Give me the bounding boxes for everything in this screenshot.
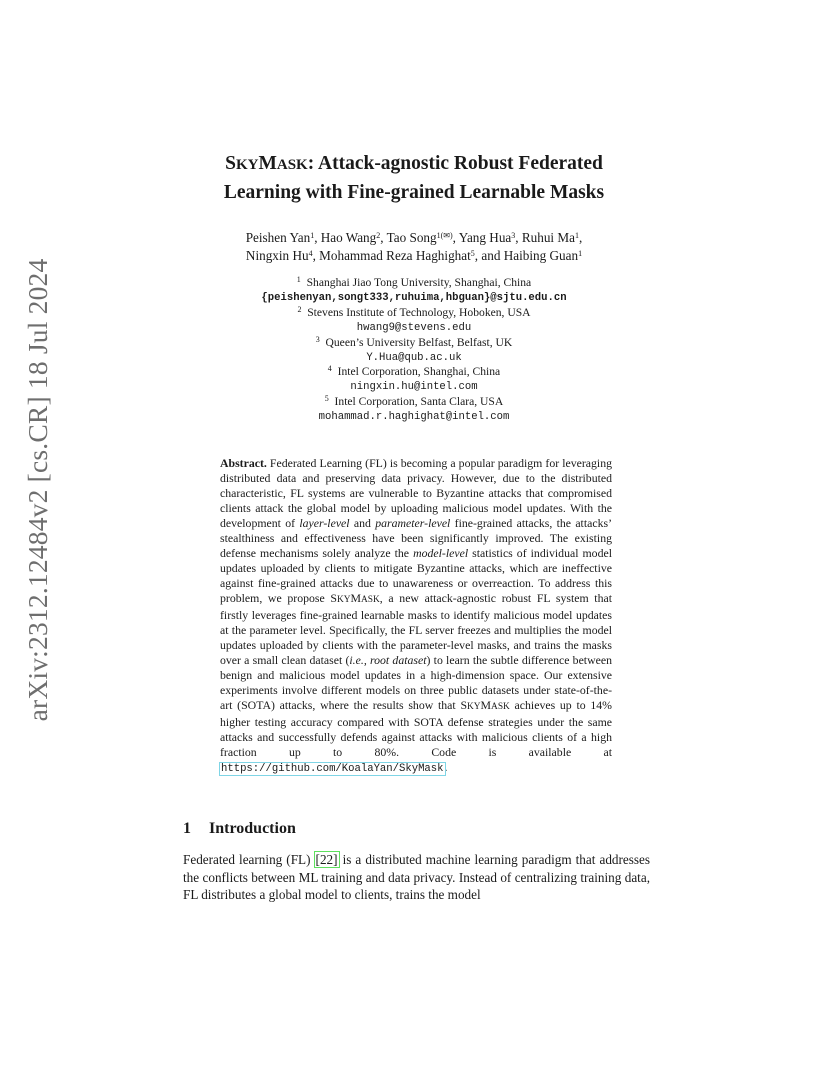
affiliation-1-email[interactable]: {peishenyan,songt333,ruhuima,hbguan}@sjtu.edu.cn (261, 291, 567, 304)
author-name: Ruhui Ma (521, 230, 575, 245)
affiliation-2: $^2$ Stevens Institute of Technology, Hoboken, USA (297, 304, 531, 319)
section-number: 1 (183, 820, 191, 837)
affiliation-5: $^5$ Intel Corporation, Santa Clara, USA (324, 394, 504, 409)
system-name: SKYMASK (330, 591, 380, 605)
affiliation-5-email[interactable]: mohammad.r.haghighat@intel.com (318, 411, 510, 424)
intro-text: Federated learning (FL) [22] is a distributed machine learning paradigm that addresses the conflicts between ML training and data privacy. Instead of centralizing training data, FL distributes a global model to clients, trains the model (183, 852, 651, 902)
author-name: Peishen Yan (245, 230, 311, 245)
affiliation-2-email[interactable]: hwang9@stevens.edu (356, 321, 472, 334)
title-line-1: SKYMASK: Attack-agnostic Robust Federated (225, 153, 603, 174)
author-name: Ningxin Hu (245, 248, 309, 263)
section-title: Introduction (209, 820, 296, 837)
author-list (160, 229, 668, 265)
intro-paragraph (183, 851, 650, 904)
affiliation-4-email[interactable]: ningxin.hu@intel.com (350, 381, 478, 394)
author-name: Yang Hua (458, 230, 512, 245)
author-name: Hao Wang (320, 230, 377, 245)
abstract-label: Abstract. (220, 456, 267, 470)
author-name: Mohammad Reza Haghighat (319, 248, 471, 263)
affiliation-3-email[interactable]: Y.Hua@qub.ac.uk (366, 351, 462, 364)
affiliation-4: $^4$ Intel Corporation, Shanghai, China (327, 364, 501, 379)
arxiv-identifier (18, 258, 58, 722)
paper-title (150, 150, 678, 206)
affiliation-1: $^1$ Shanghai Jiao Tong University, Shanghai, China (296, 275, 532, 289)
affiliation-3: $^3$ Queen’s University Belfast, Belfast, UK (315, 334, 513, 349)
code-link[interactable]: https://github.com/KoalaYan/SkyMask (221, 763, 444, 775)
title-line-2: Learning with Fine-grained Learnable Masks (223, 182, 605, 203)
author-name: Haibing Guan (503, 248, 579, 263)
abstract (220, 456, 612, 777)
section-heading (183, 820, 296, 838)
system-name: SKYMASK (460, 698, 510, 712)
citation-link[interactable]: [22] (315, 852, 338, 867)
abstract-text: Abstract. Federated Learning (FL) is becoming a popular paradigm for leveraging distributed data and preserving data privacy. However, due to the distributed characteristic, FL systems are vulnerable to Byzantine attacks that compromised clients attack the global model by uploading malicious model updates. With the development of layer-level and parameter-level fine-grained attacks, the attacks’ stealthiness and effectiveness have been significantly improved. The existing defense mechanisms solely analyze the model-level statistics of individual model updates uploaded by clients to mitigate Byzantine attacks, which are ineffective against fine-grained attacks due to unawareness or overreaction. To address this problem, we propose SKYMASK, a new attack-agnostic robust FL system that firstly leverages fine-grained learnable masks to identify malicious model updates at the parameter level. Specifically, the FL server freezes and multiplies the model updates uploaded by clients with the parameter-level masks, and trains the masks over a small clean dataset (i.e., root dataset) to learn the subtle difference between benign and malicious model updates in a high-dimension space. Our extensive experiments involve different models on three public datasets under state-of-the-art (SOTA) attacks, where the results show that SKYMASK achieves up to 14% higher testing accuracy compared with SOTA defense strategies under the same attacks and successfully defends against attacks with malicious clients of a high fraction up to 80%. Code is available at https://github.com/KoalaYan/SkyMask. (220, 456, 612, 775)
arxiv-identifier-text: arXiv:2312.12484v2 [cs.CR] 18 Jul 2024 (22, 258, 53, 722)
author-line-1: Peishen Yan$^1$, Hao Wang$^2$, Tao Song$^{1(✉)}$, Yang Hua$^3$, Ruhui Ma$^1$, (245, 230, 583, 245)
author-name: Tao Song (386, 230, 437, 245)
author-line-2: Ningxin Hu$^4$, Mohammad Reza Haghighat$^5$, and Haibing Guan$^1$ (245, 248, 583, 263)
affiliations (160, 276, 668, 425)
